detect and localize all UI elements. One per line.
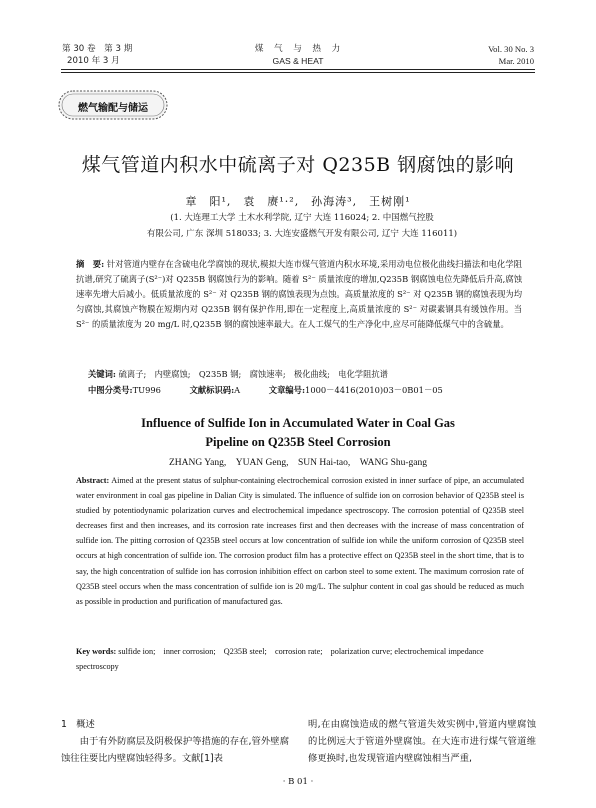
article-no-value: 1000－4416(2010)03－0B01－05 — [305, 385, 443, 395]
keywords-cn — [88, 368, 528, 380]
keywords-cn-text: 硫离子; 内壁腐蚀; Q235B 钢; 腐蚀速率; 极化曲线; 电化学阻抗谱 — [118, 369, 388, 379]
body-left-column — [61, 716, 289, 767]
journal-date-en: Mar. 2010 — [498, 56, 534, 66]
page-title-en — [0, 414, 596, 452]
authors-en: ZHANG Yang, YUAN Geng, SUN Hai-tao, WANG Shu-gang — [168, 458, 428, 468]
classification-line — [88, 384, 528, 396]
abstract-cn — [76, 257, 522, 332]
title-en-line: Influence of Sulfide Ion in Accumulated Water in Coal Gas — [141, 416, 455, 430]
keywords-en-label: Key words: — [76, 647, 117, 656]
doc-code-label: 文献标识码: — [189, 385, 235, 395]
journal-volume: 第 30 卷 第 3 期 — [62, 44, 133, 54]
clc-value: TU996 — [132, 385, 161, 395]
abstract-en — [76, 473, 524, 609]
section-tag — [58, 90, 168, 120]
article-no-label: 文章编号: — [268, 385, 306, 395]
body-right-column — [308, 716, 536, 767]
keywords-en-text: sulfide ion; inner corrosion; Q235B steel; corrosion rate; polarization curve; electrochemical impedance spectroscopy — [76, 647, 484, 672]
authors-cn: 章 阳¹, 袁 赓¹·², 孙海涛³, 王树刚¹ — [185, 195, 411, 208]
journal-date: 2010 年 3 月 — [67, 56, 120, 66]
affiliation-line: 有限公司, 广东 深圳 518033; 3. 大连安盛燃气开发有限公司, 辽宁 大连 116011) — [146, 229, 458, 239]
header-rule-thin — [61, 72, 535, 73]
journal-name: 煤 气 与 热 力 — [254, 44, 342, 54]
section-heading: 1 概述 — [61, 719, 95, 730]
journal-name-en: GAS & HEAT — [272, 56, 324, 66]
journal-volume-en: Vol. 30 No. 3 — [488, 44, 534, 54]
keywords-cn-label: 关键词: — [88, 369, 116, 379]
title-en-line: Pipeline on Q235B Steel Corrosion — [205, 435, 391, 449]
abstract-cn-label: 摘 要: — [76, 259, 105, 269]
abstract-cn-text: 针对管道内壁存在含硫电化学腐蚀的现状,模拟大连市煤气管道内积水环境,采用动电位极化曲线扫描法和电化学阻抗谱,研究了硫离子(S²⁻)对 Q235B 钢腐蚀行为的影响。随着 S²⁻ 质量浓度的增加,Q235B 钢腐蚀电位先降低后升高,腐蚀速率先增大后减小。低质量浓度的 S²⁻ 对 Q235B 钢的腐蚀表现为点蚀。高质量浓度的 S²⁻ 对 Q235B 钢的腐蚀表现为均匀腐蚀,其腐蚀产物膜在短期内对 Q235B 钢有保护作用,即在一定程度上,高质量浓度的 S²⁻ 对碳素钢具有缓蚀作用。当 S²⁻ 的质量浓度为 20 mg/L 时,Q235B 钢的腐蚀速率最大。在人工煤气的生产净化中,应尽可能降低煤气中的含硫量。 — [76, 259, 522, 330]
page-title-cn: 煤气管道内积水中硫离子对 Q235B 钢腐蚀的影响 — [81, 154, 515, 176]
header-rule — [61, 69, 535, 70]
body-paragraph: 由于有外防腐层及阴极保护等措施的存在,管外壁腐蚀往往要比内壁腐蚀轻得多。文献[1]表 — [61, 736, 289, 764]
page-number: · B 01 · — [282, 777, 314, 787]
abstract-en-text: Aimed at the present status of sulphur-containing electrochemical corrosion existed in inner surface of pipe, an accumulated water environment in coal gas pipeline in Dalian City is simulated. The influence of sulfide ion on corrosion behavior of Q235B steel is studied by potentiodynamic polarization curves and electrochemical impedance spectroscopy. The corrosion potential of Q235B steel decreases first and then increases, and its corrosion rate increases first and then decreases with the increase of mass concentration of sulfide ion. The pitting corrosion of Q235B steel occurs at low concentration of sulfide ion while the uniform corrosion of Q235B steel occurs at high concentration of sulfide ion. The corrosion product film has a protective effect on Q235B steel in the short time, that is to say, the high concentration of sulfide ion has corrosion inhibition effect on carbon steel to some extent. The maximum corrosion rate of Q235B steel occurs when the mass concentration of sulfide ion is 20 mg/L. The sulphur content in coal gas should be reduced as much as possible in production and purification of manufactured gas. — [76, 476, 524, 606]
clc-label: 中图分类号: — [88, 385, 133, 395]
affiliation-line: (1. 大连理工大学 土木水利学院, 辽宁 大连 116024; 2. 中国燃气控股 — [170, 213, 434, 223]
section-tag-label: 燃气输配与储运 — [78, 103, 148, 114]
doc-code-value: A — [234, 385, 241, 395]
keywords-en — [76, 644, 524, 674]
abstract-en-label: Abstract: — [76, 476, 110, 485]
body-paragraph: 明,在由腐蚀造成的燃气管道失效实例中,管道内壁腐蚀的比例远大于管道外壁腐蚀。在大连市进行煤气管道维修更换时,也发现管道内壁腐蚀相当严重, — [308, 719, 536, 764]
affiliation-cn — [92, 210, 512, 242]
